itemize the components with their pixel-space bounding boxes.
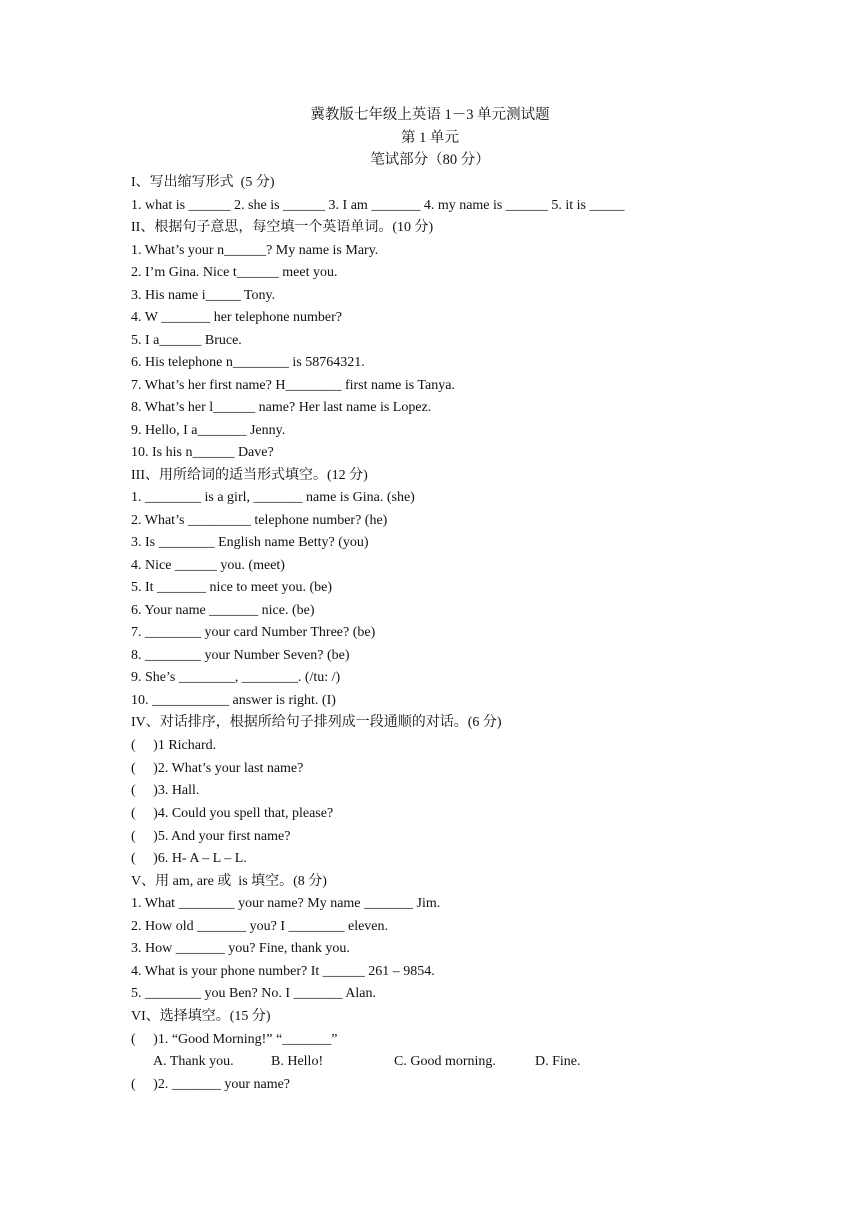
question-line: 3. His name i_____ Tony. (131, 288, 276, 303)
question-line: 2. I’m Gina. Nice t______ meet you. (131, 265, 338, 280)
question-line: 2. What’s _________ telephone number? (he) (131, 513, 388, 528)
question-line: ( )1 Richard. (131, 738, 217, 753)
question-line: 1. what is ______ 2. she is ______ 3. I am _______ 4. my name is ______ 5. it is _____ (131, 198, 625, 213)
question-line: 6. Your name _______ nice. (be) (131, 603, 315, 618)
unit-heading: 第 1 单元 (401, 130, 459, 146)
question-line: I、写出缩写形式 (5 分) (131, 175, 275, 190)
question-line: VI、选择填空。(15 分) (131, 1009, 271, 1024)
question-line: ( )6. H- A – L – L. (131, 851, 247, 866)
question-line: 5. ________ you Ben? No. I _______ Alan. (131, 986, 376, 1001)
question-line: 4. W _______ her telephone number? (131, 310, 342, 325)
question-line: ( )1. “Good Morning!” “_______” (131, 1032, 338, 1047)
question-line: 4. What is your phone number? It ______ 261 – 9854. (131, 964, 435, 979)
question-line: 9. She’s ________, ________. (/tu: /) (131, 670, 341, 685)
document-title: 冀教版七年级上英语 1－3 单元测试题 (310, 107, 550, 123)
question-line: 7. What’s her first name? H________ first name is Tanya. (131, 378, 455, 393)
question-line: ( )2. What’s your last name? (131, 761, 304, 776)
question-line: ( )4. Could you spell that, please? (131, 806, 334, 821)
section-heading: 笔试部分（80 分） (370, 152, 490, 168)
question-line: ( )5. And your first name? (131, 829, 291, 844)
question-line: 9. Hello, I a_______ Jenny. (131, 423, 286, 438)
question-line: IV、对话排序，根据所给句子排列成一段通顺的对话。(6 分) (131, 715, 502, 730)
question-line: 2. How old _______ you? I ________ eleven. (131, 919, 389, 934)
question-line: II、根据句子意思，每空填一个英语单词。(10 分) (131, 220, 434, 235)
question-line: 1. ________ is a girl, _______ name is Gina. (she) (131, 490, 415, 505)
question-line: 3. How _______ you? Fine, thank you. (131, 941, 350, 956)
option-c: C. Good morning. (394, 1054, 496, 1069)
question-line: 4. Nice ______ you. (meet) (131, 558, 285, 573)
question-line: 8. What’s her l______ name? Her last name is Lopez. (131, 400, 432, 415)
option-a: A. Thank you. (153, 1054, 234, 1069)
question-line: 8. ________ your Number Seven? (be) (131, 648, 350, 663)
option-d: D. Fine. (535, 1054, 581, 1069)
question-line: 3. Is ________ English name Betty? (you) (131, 535, 369, 550)
option-b: B. Hello! (271, 1054, 324, 1069)
question-line: 10. Is his n______ Dave? (131, 445, 274, 460)
question-line: V、用 am, are 或 is 填空。(8 分) (131, 874, 327, 889)
question-line: 10. ___________ answer is right. (I) (131, 693, 336, 708)
question-line: III、用所给词的适当形式填空。(12 分) (131, 468, 368, 483)
question-line: 5. I a______ Bruce. (131, 333, 242, 348)
question-line: 5. It _______ nice to meet you. (be) (131, 580, 333, 595)
question-line-last: ( )2. _______ your name? (131, 1077, 291, 1092)
question-line: 7. ________ your card Number Three? (be) (131, 625, 376, 640)
question-line: 1. What ________ your name? My name _______ Jim. (131, 896, 441, 911)
question-line: 1. What’s your n______? My name is Mary. (131, 243, 379, 258)
question-line: 6. His telephone n________ is 58764321. (131, 355, 365, 370)
question-line: ( )3. Hall. (131, 783, 200, 798)
